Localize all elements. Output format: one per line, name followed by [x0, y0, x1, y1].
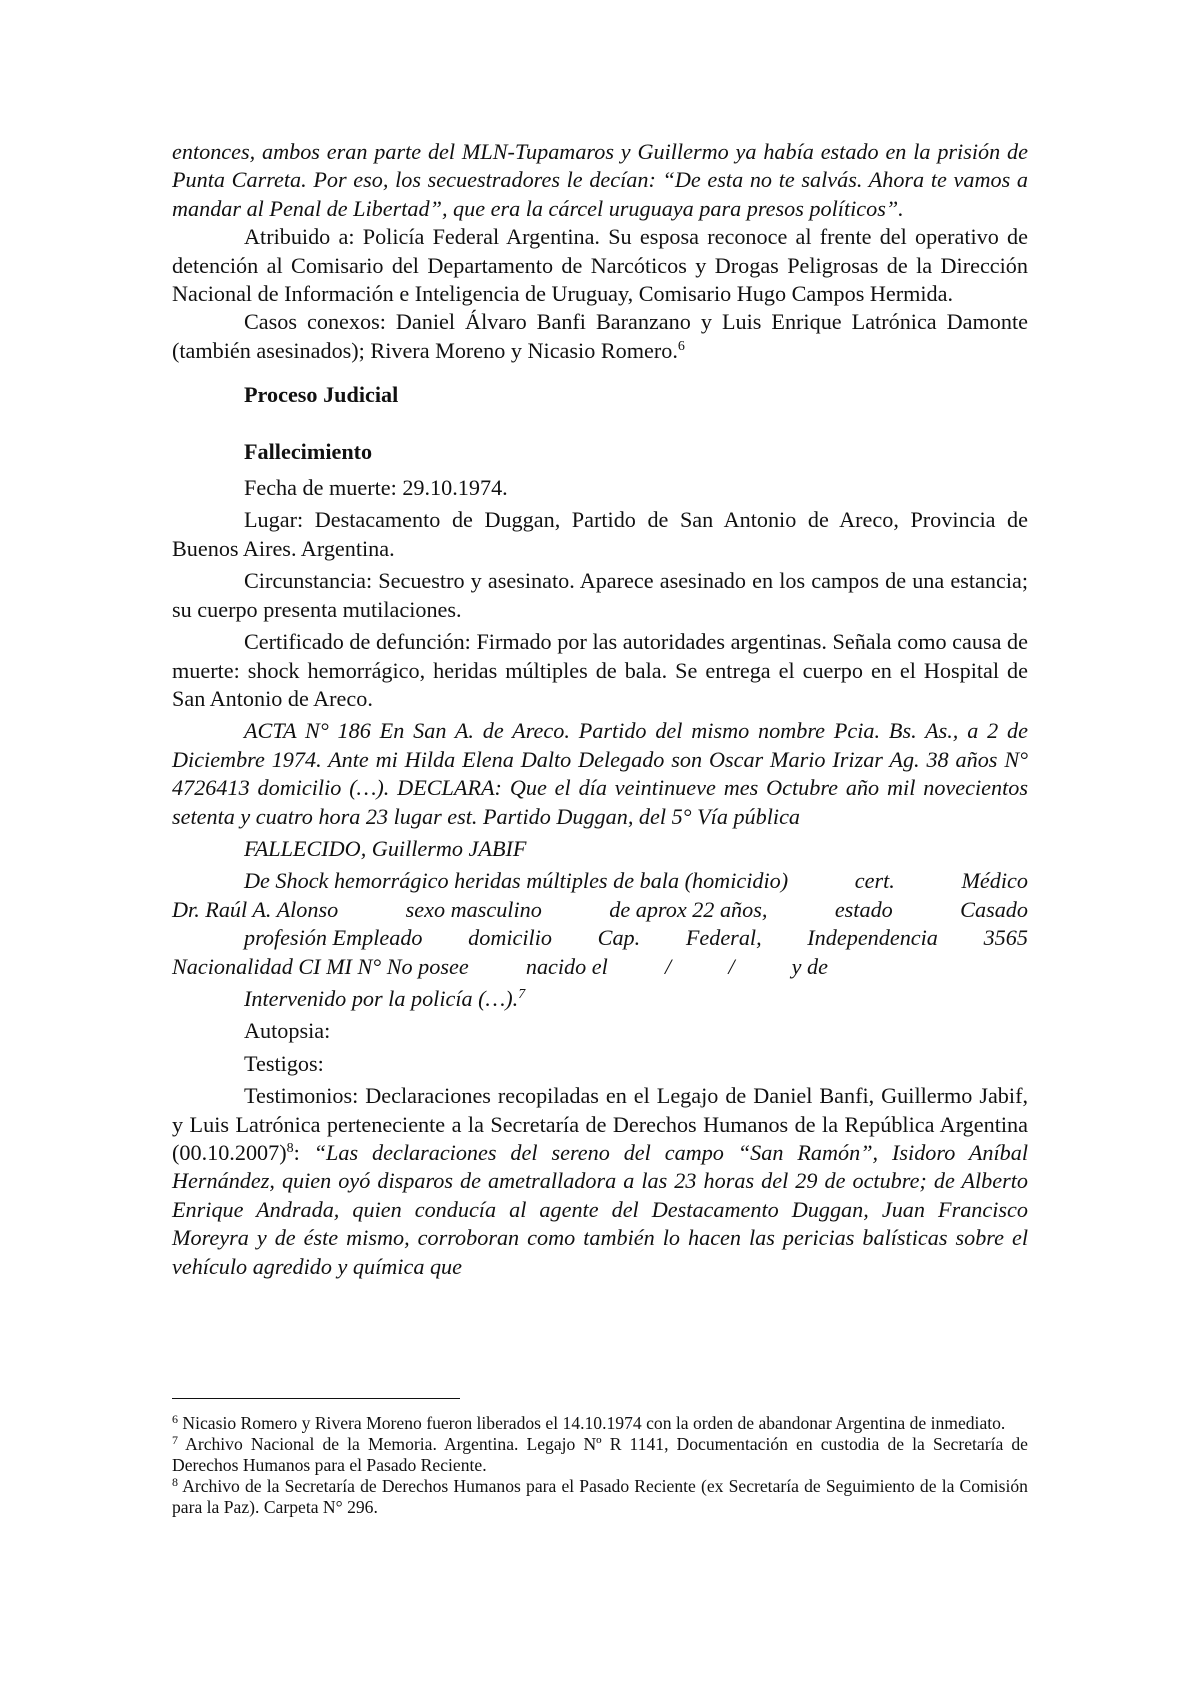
intervenido-text: Intervenido por la policía (…).: [244, 985, 519, 1011]
footnote-ref-6: 6: [677, 338, 685, 354]
footnote-text: Archivo de la Secretaría de Derechos Humanos para el Pasado Reciente (ex Secretaría de Seguimiento de la Comisión para la Paz). Carpeta N° 296.: [172, 1476, 1028, 1517]
acta-paragraph: ACTA N° 186 En San A. de Areco. Partido del mismo nombre Pcia. Bs. As., a 2 de Diciembre 1974. Ante mi Hilda Elena Dalto Delegado son Oscar Mario Irizar Ag. 38 años N° 4726413 domicilio (…). DECLARA: Que el día veintinueve mes Octubre año mil novecientos setenta y cuatro hora 23 lugar est. Partido Duggan, del 5° Vía pública: [172, 718, 1028, 829]
intro-paragraph: entonces, ambos eran parte del MLN-Tupamaros y Guillermo ya había estado en la prisión de Punta Carreta. Por eso, los secuestradores le decían: “De esta no te salvás. Ahora te vamos a mandar al Penal de Libertad”, que era la cárcel uruguaya para presos políticos”.: [172, 139, 1028, 221]
footnote-separator: [172, 1398, 460, 1399]
acta-cell: Cap.: [597, 925, 641, 951]
intervenido-line: [172, 985, 1028, 1013]
certificado-paragraph: Certificado de defunción: Firmado por las autoridades argentinas. Señala como causa de muerte: shock hemorrágico, heridas múltiples de bala. Se entrega el cuerpo en el Hospital de San Antonio de Areco.: [172, 629, 1028, 711]
testimonios-paragraph: [172, 1082, 1028, 1281]
fecha-de-muerte: Fecha de muerte: 29.10.1974.: [244, 475, 508, 501]
casos-conexos-text: Casos conexos: Daniel Álvaro Banfi Baranzano y Luis Enrique Latrónica Damonte (también asesinados); Rivera Moreno y Nicasio Romero.: [172, 309, 1028, 363]
acta-line-shock: [172, 867, 1028, 895]
acta-cell: domicilio: [468, 925, 552, 951]
acta-cell: Independencia: [807, 925, 938, 951]
circunstancia-paragraph: Circunstancia: Secuestro y asesinato. Aparece asesinado en los campos de una estancia; su cuerpo presenta mutilaciones.: [172, 568, 1028, 622]
acta-cell: sexo masculino: [405, 896, 542, 922]
heading-proceso-judicial: Proceso Judicial: [244, 382, 399, 408]
acta-cell: estado: [834, 896, 893, 922]
acta-cell: 3565: [983, 925, 1028, 951]
acta-cell: Médico: [961, 868, 1028, 894]
footnote-text: Archivo Nacional de la Memoria. Argentina. Legajo Nº R 1141, Documentación en custodia de la Secretaría de Derechos Humanos para el Pasado Reciente.: [172, 1434, 1028, 1475]
testimonios-text: Testimonios: Declaraciones recopiladas en el Legajo de Daniel Banfi, Guillermo Jabif, y Luis Latrónica perteneciente a la Secretaría de Derechos Humanos de la República Argentina (00.10.2007): [172, 1083, 1028, 1165]
acta-line-profesion: [172, 924, 1028, 952]
footnote-7: [172, 1434, 1028, 1476]
footnote-ref-8: 8: [286, 1141, 294, 1156]
acta-cell: /: [728, 953, 735, 979]
acta-cell: Dr. Raúl A. Alonso: [172, 896, 339, 922]
footnote-8: [172, 1476, 1028, 1518]
heading-fallecimiento: Fallecimiento: [244, 438, 373, 464]
acta-cell: Federal,: [685, 925, 762, 951]
acta-cell: cert.: [854, 868, 895, 894]
autopsia-line: Autopsia:: [244, 1018, 331, 1044]
acta-cell: /: [664, 953, 672, 979]
testimonios-separator: :: [293, 1140, 314, 1165]
fallecido-line: FALLECIDO, Guillermo JABIF: [244, 835, 527, 861]
footnote-number: 8: [172, 1475, 178, 1489]
acta-line-medico: [172, 896, 1028, 924]
footnote-text: Nicasio Romero y Rivera Moreno fueron liberados el 14.10.1974 con la orden de abandonar Argentina de inmediato.: [182, 1413, 1006, 1433]
footnote-ref-7: 7: [518, 986, 526, 1002]
footnote-number: 6: [172, 1412, 178, 1426]
casos-conexos-paragraph: [172, 308, 1028, 365]
testimonios-quote: “Las declaraciones del sereno del campo “San Ramón”, Isidoro Aníbal Hernández, quien oyó disparos de ametralladora a las 23 horas del 29 de octubre; de Alberto Enrique Andrada, quien conducía al agente del Destacamento Duggan, Juan Francisco Moreyra y de éste mismo, corroboran como también lo hacen las pericias balísticas sobre el vehículo agredido y química que: [172, 1140, 1028, 1279]
acta-cell: nacido el: [525, 953, 608, 979]
footnote-6: [172, 1413, 1028, 1434]
acta-cell: de aprox 22 años,: [609, 896, 768, 922]
acta-cell: Casado: [960, 896, 1028, 922]
document-body: [172, 138, 1028, 1281]
footnotes: [172, 1398, 1028, 1518]
acta-cell: profesión Empleado: [244, 925, 423, 951]
atribuido-paragraph: Atribuido a: Policía Federal Argentina. Su esposa reconoce al frente del operativo de detención al Comisario del Departamento de Narcóticos y Drogas Peligrosas de la Dirección Nacional de Información e Inteligencia de Uruguay, Comisario Hugo Campos Hermida.: [172, 224, 1028, 307]
acta-cell: Nacionalidad CI MI N° No posee: [172, 953, 469, 979]
lugar-paragraph: Lugar: Destacamento de Duggan, Partido de San Antonio de Areco, Provincia de Buenos Aires. Argentina.: [172, 507, 1028, 561]
acta-cell: De Shock hemorrágico heridas múltiples de bala (homicidio): [244, 868, 789, 894]
acta-cell: y de: [791, 953, 828, 979]
testigos-line: Testigos:: [244, 1050, 324, 1076]
acta-line-nacionalidad: [172, 953, 1028, 981]
footnote-number: 7: [172, 1433, 178, 1447]
